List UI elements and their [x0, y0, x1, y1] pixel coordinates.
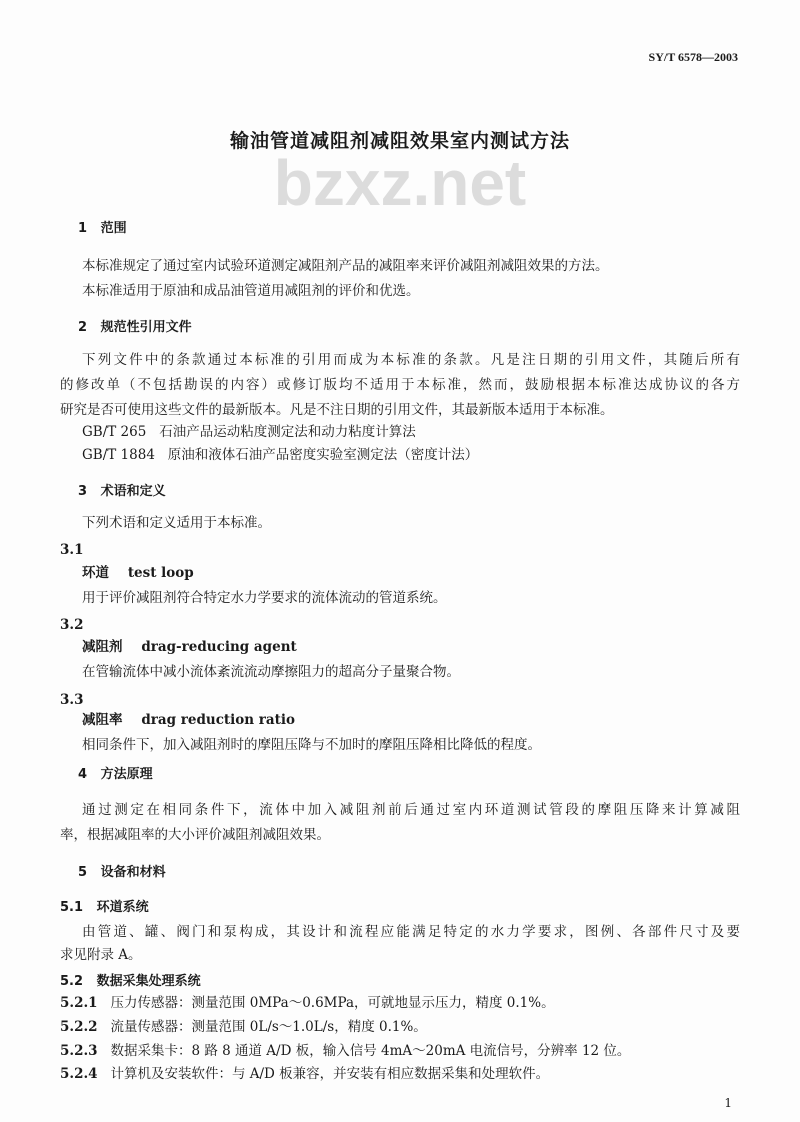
term-number: 3.3: [60, 692, 84, 708]
paragraph-line: 通过测定在相同条件下，流体中加入减阻剂前后通过室内环道测试管段的摩阻压降来计算减阻: [82, 802, 740, 818]
subsection-heading: [60, 973, 201, 991]
term-zh: 环道: [82, 565, 109, 581]
page-number: 1: [724, 1096, 732, 1110]
reference-code: GB/T 265: [82, 424, 147, 440]
section-number: 2: [78, 320, 88, 335]
clause-text: 压力传感器：测量范围 0MPa～0.6MPa，可就地显示压力，精度 0.1%。: [110, 995, 555, 1011]
clause-number: 5.2.2: [60, 1019, 98, 1035]
term-en: drag-reducing agent: [141, 639, 297, 655]
subsection-number: 5.2: [60, 974, 84, 989]
clause-text: 流量传感器：测量范围 0L/s～1.0L/s，精度 0.1%。: [110, 1019, 427, 1035]
reference-item: [82, 446, 478, 464]
clause-item: [60, 1018, 427, 1036]
paragraph-line: 求见附录 A。: [60, 947, 142, 963]
clause-number: 5.2.4: [60, 1066, 98, 1082]
reference-name: 石油产品运动粘度测定法和动力粘度计算法: [159, 424, 416, 440]
clause-number: 5.2.1: [60, 995, 98, 1011]
section-4-heading: [78, 766, 153, 784]
term-en: drag reduction ratio: [141, 712, 296, 728]
subsection-title: 数据采集处理系统: [96, 974, 201, 989]
term-zh: 减阻率: [82, 712, 123, 728]
term-name: [82, 564, 194, 582]
term-number: 3.1: [60, 542, 84, 558]
section-2-heading: [78, 319, 192, 337]
clause-text: 数据采集卡：8 路 8 通道 A/D 板，输入信号 4mA～20mA 电流信号，分辨率 12 位。: [110, 1043, 631, 1059]
document-title: 输油管道减阻剂减阻效果室内测试方法: [229, 130, 570, 152]
paragraph: 下列术语和定义适用于本标准。: [82, 515, 271, 531]
watermark: bzxz.net: [273, 147, 527, 219]
section-number: 4: [78, 767, 88, 782]
clause-text: 计算机及安装软件：与 A/D 板兼容，并安装有相应数据采集和处理软件。: [110, 1066, 550, 1082]
section-1-heading: [78, 220, 127, 238]
term-definition: 相同条件下，加入减阻剂时的摩阻压降与不加时的摩阻压降相比降低的程度。: [82, 737, 541, 753]
paragraph-line: 由管道、罐、阀门和泵构成，其设计和流程应能满足特定的水力学要求，图例、各部件尺寸及要: [82, 924, 740, 940]
reference-name: 原油和液体石油产品密度实验室测定法（密度计法）: [167, 447, 479, 463]
section-title: 范围: [100, 221, 127, 236]
term-name: [82, 711, 295, 729]
paragraph-line: 下列文件中的条款通过本标准的引用而成为本标准的条款。凡是注日期的引用文件，其随后所有: [82, 352, 740, 368]
term-zh: 减阻剂: [82, 639, 123, 655]
section-3-heading: [78, 483, 166, 501]
clause-item: [60, 1065, 549, 1083]
section-number: 3: [78, 484, 88, 499]
section-title: 设备和材料: [100, 865, 166, 880]
section-title: 方法原理: [100, 767, 153, 782]
reference-code: GB/T 1884: [82, 447, 155, 463]
term-definition: 在管输流体中减小流体紊流流动摩擦阻力的超高分子量聚合物。: [82, 664, 460, 680]
subsection-number: 5.1: [60, 900, 84, 915]
term-number: 3.2: [60, 617, 84, 633]
section-number: 1: [78, 221, 88, 236]
paragraph: 本标准规定了通过室内试验环道测定减阻剂产品的减阻率来评价减阻剂减阻效果的方法。: [82, 258, 609, 274]
section-title: 规范性引用文件: [100, 320, 192, 335]
term-definition: 用于评价减阻剂符合特定水力学要求的流体流动的管道系统。: [82, 590, 447, 606]
section-number: 5: [78, 865, 88, 880]
subsection-title: 环道系统: [96, 900, 149, 915]
clause-item: [60, 994, 555, 1012]
section-title: 术语和定义: [100, 484, 166, 499]
subsection-heading: [60, 899, 149, 917]
standard-code: SY/T 6578—2003: [648, 50, 738, 64]
paragraph: 本标准适用于原油和成品油管道用减阻剂的评价和优选。: [82, 283, 420, 299]
paragraph-line: 研究是否可使用这些文件的最新版本。凡是不注日期的引用文件，其最新版本适用于本标准。: [60, 402, 614, 418]
reference-item: [82, 423, 416, 441]
clause-number: 5.2.3: [60, 1043, 98, 1059]
paragraph-line: 的修改单（不包括勘误的内容）或修订版均不适用于本标准，然而，鼓励根据本标准达成协议的各方: [60, 377, 740, 393]
clause-item: [60, 1042, 630, 1060]
paragraph-line: 率，根据减阻率的大小评价减阻剂减阻效果。: [60, 827, 330, 843]
section-5-heading: [78, 864, 166, 882]
term-name: [82, 638, 297, 656]
term-en: test loop: [127, 565, 194, 581]
